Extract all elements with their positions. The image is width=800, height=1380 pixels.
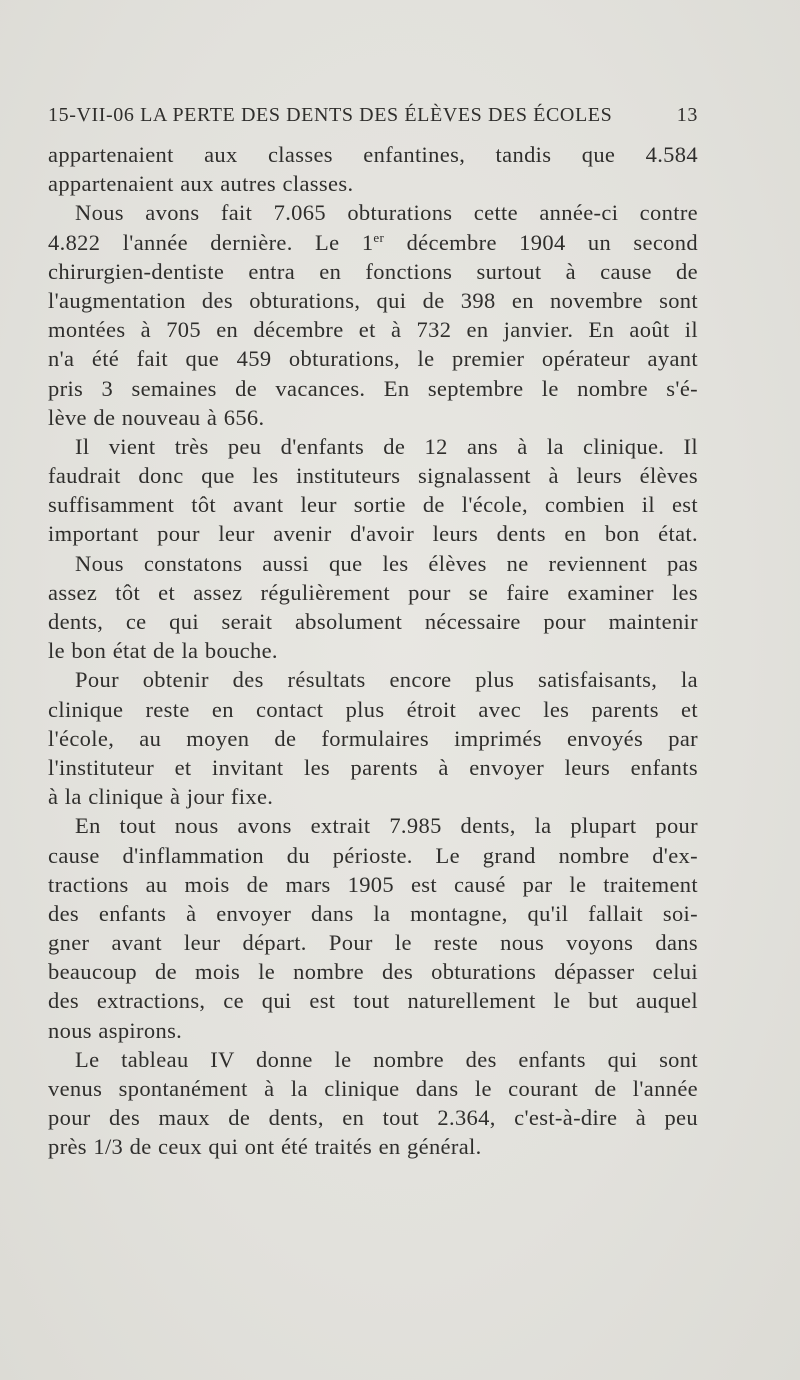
text-line [48, 461, 698, 490]
text-line-content: Il vient très peu d'enfants de 12 ans à la clinique. Il [75, 433, 698, 459]
text-line [48, 986, 698, 1015]
text-line-content: des extractions, ce qui est tout naturellement le but auquel [48, 988, 698, 1014]
text-line-content: beaucoup de mois le nombre des obturations dépasser celui [48, 959, 698, 985]
text-line [48, 198, 698, 227]
text-line-content: l'augmentation des obturations, qui de 398 en novembre sont [48, 287, 698, 313]
text-line-content: Nous avons fait 7.065 obturations cette année-ci contre [75, 200, 698, 226]
text-line [48, 344, 698, 373]
text-line-content: gner avant leur départ. Pour le reste nous voyons dans [48, 930, 698, 956]
text-line [48, 374, 698, 403]
text-line [48, 870, 698, 899]
text-line [48, 403, 698, 432]
text-line-content: pour des maux de dents, en tout 2.364, c'est-à-dire à peu [48, 1105, 698, 1131]
text-line [48, 753, 698, 782]
text-line [48, 665, 698, 694]
text-line [48, 286, 698, 315]
text-line [48, 1045, 698, 1074]
text-line-content: appartenaient aux autres classes. [48, 171, 354, 197]
text-line-continuation: décembre 1904 un second [384, 229, 698, 255]
text-line [48, 490, 698, 519]
text-line-content: montées à 705 en décembre et à 732 en janvier. En août il [48, 317, 698, 343]
text-line-content: lève de nouveau à 656. [48, 404, 265, 430]
text-line [48, 957, 698, 986]
text-line [48, 607, 698, 636]
running-header [48, 104, 698, 136]
text-line-content: Pour obtenir des résultats encore plus satisfaisants, la [75, 667, 698, 693]
text-line-content: Nous constatons aussi que les élèves ne reviennent pas [75, 550, 698, 576]
text-line [48, 1074, 698, 1103]
text-line [48, 578, 698, 607]
text-line-content: 4.822 l'année dernière. Le 1 [48, 229, 374, 255]
header-title: 15-VII-06 LA PERTE DES DENTS DES ÉLÈVES DES ÉCOLES [48, 104, 613, 126]
text-line-content: venus spontanément à la clinique dans le courant de l'année [48, 1076, 698, 1101]
text-line [48, 928, 698, 957]
text-line-content: l'école, au moyen de formulaires imprimés envoyés par [48, 725, 698, 751]
text-line-content: Le tableau IV donne le nombre des enfants qui sont [75, 1046, 698, 1072]
body-text [48, 140, 698, 1162]
text-line [48, 841, 698, 870]
text-line [48, 782, 698, 811]
text-line-content: chirurgien-dentiste entra en fonctions surtout à cause de [48, 258, 698, 284]
text-line-content: des enfants à envoyer dans la montagne, qu'il fallait soi- [48, 900, 698, 926]
text-line [48, 228, 698, 257]
text-line-content: assez tôt et assez régulièrement pour se faire examiner les [48, 579, 698, 605]
text-line [48, 549, 698, 578]
text-line [48, 315, 698, 344]
text-line [48, 519, 698, 548]
text-line-content: appartenaient aux classes enfantines, tandis que 4.584 [48, 142, 698, 167]
text-line-content: à la clinique à jour fixe. [48, 784, 274, 810]
text-line [48, 169, 698, 198]
text-line-content: En tout nous avons extrait 7.985 dents, la plupart pour [75, 813, 698, 839]
text-line [48, 1103, 698, 1132]
text-line-content: le bon état de la bouche. [48, 638, 278, 664]
text-line-content: tractions au mois de mars 1905 est causé par le traitement [48, 871, 698, 897]
text-line-content: nous aspirons. [48, 1017, 183, 1043]
text-line [48, 636, 698, 665]
text-line-content: faudrait donc que les instituteurs signalassent à leurs élèves [48, 463, 698, 489]
text-line-content: cause d'inflammation du périoste. Le grand nombre d'ex- [48, 842, 698, 868]
page-number: 13 [676, 104, 698, 126]
text-line-content: n'a été fait que 459 obturations, le premier opérateur ayant [48, 346, 698, 372]
text-line-content: suffisamment tôt avant leur sortie de l'école, combien il est [48, 492, 698, 518]
text-line [48, 899, 698, 928]
superscript: er [373, 229, 385, 245]
text-line-content: dents, ce qui serait absolument nécessaire pour maintenir [48, 609, 698, 634]
text-line [48, 257, 698, 286]
text-line-content: clinique reste en contact plus étroit avec les parents et [48, 696, 698, 722]
text-line-content: important pour leur avenir d'avoir leurs dents en bon état. [48, 521, 698, 547]
text-line-content: pris 3 semaines de vacances. En septembre le nombre s'é- [48, 375, 698, 401]
text-line-content: près 1/3 de ceux qui ont été traités en général. [48, 1134, 482, 1160]
text-line [48, 695, 698, 724]
text-line [48, 1132, 698, 1161]
text-line [48, 140, 698, 169]
text-line [48, 724, 698, 753]
text-line-content: l'instituteur et invitant les parents à envoyer leurs enfants [48, 754, 698, 780]
text-line [48, 432, 698, 461]
text-line [48, 1016, 698, 1045]
text-line [48, 811, 698, 840]
